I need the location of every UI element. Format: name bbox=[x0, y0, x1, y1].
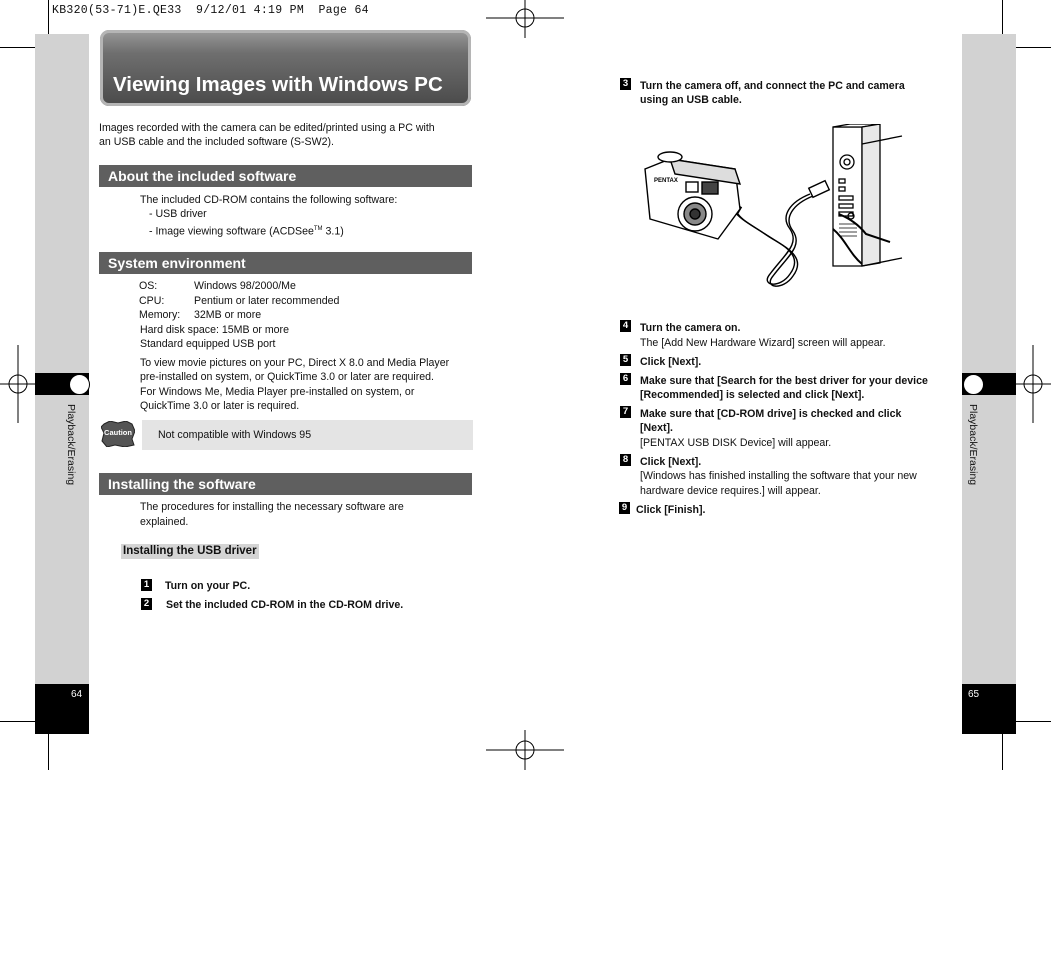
step-number-1: 1 bbox=[141, 579, 152, 591]
print-slug: KB320(53-71)E.QE33 9/12/01 4:19 PM Page 64 bbox=[52, 4, 369, 17]
section-header-installing bbox=[99, 473, 472, 495]
movie-note-1: To view movie pictures on your PC, Direct X 8.0 and Media Player bbox=[140, 357, 450, 369]
step-1-text: Turn on your PC. bbox=[165, 580, 251, 592]
spec-value-os: Windows 98/2000/Me bbox=[194, 280, 296, 292]
spec-usb: Standard equipped USB port bbox=[140, 338, 276, 350]
spec-label-os: OS: bbox=[139, 280, 158, 292]
step-8-note-1: [Windows has finished installing the software that your new bbox=[640, 470, 917, 482]
section-heading: About the included software bbox=[108, 168, 297, 184]
caution-icon bbox=[101, 421, 135, 447]
intro-line-2: an USB cable and the included software (S-SW2). bbox=[99, 136, 334, 148]
software-line-3 bbox=[149, 222, 344, 239]
section-header-software bbox=[99, 165, 472, 187]
step-7-line-1: Make sure that [CD-ROM drive] is checked and click bbox=[640, 408, 902, 420]
camera-illustration bbox=[645, 152, 740, 239]
camera-brand-label: PENTAX bbox=[654, 178, 678, 184]
software-line-1: The included CD-ROM contains the following software: bbox=[140, 194, 398, 206]
step-number-7: 7 bbox=[620, 406, 631, 418]
registration-mark-right bbox=[1011, 345, 1051, 425]
step-number-5: 5 bbox=[620, 354, 631, 366]
spec-label-memory: Memory: bbox=[139, 309, 181, 321]
registration-mark-left bbox=[0, 345, 40, 425]
step-9-line-1: Click [Finish]. bbox=[636, 504, 706, 516]
right-tab-circle bbox=[963, 374, 984, 395]
step-4-line-1: Turn the camera on. bbox=[640, 322, 741, 334]
software-text: - Image viewing software (ACDSee bbox=[149, 225, 314, 238]
step-8-note-2: hardware device requires.] will appear. bbox=[640, 485, 821, 497]
pc-tower-illustration bbox=[833, 124, 902, 266]
step-7-line-2: [Next]. bbox=[640, 422, 673, 434]
right-side-tab bbox=[962, 34, 1016, 684]
side-label-right: Playback/Erasing bbox=[967, 404, 979, 486]
installing-line-2: explained. bbox=[140, 516, 189, 528]
camera-pc-usb-illustration bbox=[640, 124, 908, 294]
step-number-8: 8 bbox=[620, 454, 631, 466]
side-label-left: Playback/Erasing bbox=[65, 404, 77, 486]
page-number-right: 65 bbox=[968, 689, 980, 700]
section-header-system bbox=[99, 252, 472, 274]
step-6-line-1: Make sure that [Search for the best driver for your device bbox=[640, 375, 928, 387]
page-title: Viewing Images with Windows PC bbox=[113, 73, 443, 96]
step-4-note: The [Add New Hardware Wizard] screen will appear. bbox=[640, 337, 886, 349]
intro-line-1: Images recorded with the camera can be edited/printed using a PC with bbox=[99, 122, 435, 134]
step-8-line-1: Click [Next]. bbox=[640, 456, 702, 468]
installing-line-1: The procedures for installing the necessary software are bbox=[140, 501, 404, 513]
usb-cable-illustration bbox=[727, 181, 829, 286]
page-title-banner bbox=[100, 30, 471, 106]
registration-mark-top bbox=[486, 0, 566, 40]
spec-value-memory: 32MB or more bbox=[194, 309, 262, 321]
registration-mark-bottom bbox=[486, 730, 566, 772]
left-side-tab bbox=[35, 34, 89, 684]
caution-label: Caution bbox=[104, 428, 132, 437]
step-number-9: 9 bbox=[619, 502, 630, 514]
movie-note-3: For Windows Me, Media Player pre-installed on system, or bbox=[140, 386, 415, 398]
software-version: 3.1) bbox=[325, 225, 344, 238]
section-heading: System environment bbox=[108, 255, 246, 271]
step-3-line-1: Turn the camera off, and connect the PC and camera bbox=[640, 80, 905, 92]
caution-box bbox=[142, 420, 473, 450]
step-2-text: Set the included CD-ROM in the CD-ROM drive. bbox=[166, 599, 404, 611]
step-7-note: [PENTAX USB DISK Device] will appear. bbox=[640, 437, 832, 449]
step-number-3: 3 bbox=[620, 78, 631, 90]
step-6-line-2: [Recommended] is selected and click [Next]. bbox=[640, 389, 865, 401]
caution-text: Not compatible with Windows 95 bbox=[158, 429, 312, 441]
step-number-2: 2 bbox=[141, 598, 152, 610]
spec-hdd: Hard disk space: 15MB or more bbox=[140, 324, 289, 336]
movie-note-2: pre-installed on system, or QuickTime 3.0 or later are required. bbox=[140, 371, 434, 383]
trademark-mark: TM bbox=[313, 226, 323, 232]
spec-value-cpu: Pentium or later recommended bbox=[194, 295, 340, 307]
subheading-usb-driver: Installing the USB driver bbox=[123, 545, 257, 557]
step-5-line-1: Click [Next]. bbox=[640, 356, 702, 368]
page-number-left: 64 bbox=[71, 689, 83, 700]
spec-label-cpu: CPU: bbox=[139, 295, 165, 307]
step-3-line-2: using an USB cable. bbox=[640, 94, 742, 106]
movie-note-4: QuickTime 3.0 or later is required. bbox=[140, 400, 300, 412]
step-number-6: 6 bbox=[620, 373, 631, 385]
left-tab-circle bbox=[69, 374, 90, 395]
step-number-4: 4 bbox=[620, 320, 631, 332]
section-heading: Installing the software bbox=[108, 476, 256, 492]
software-line-2: - USB driver bbox=[149, 208, 207, 220]
